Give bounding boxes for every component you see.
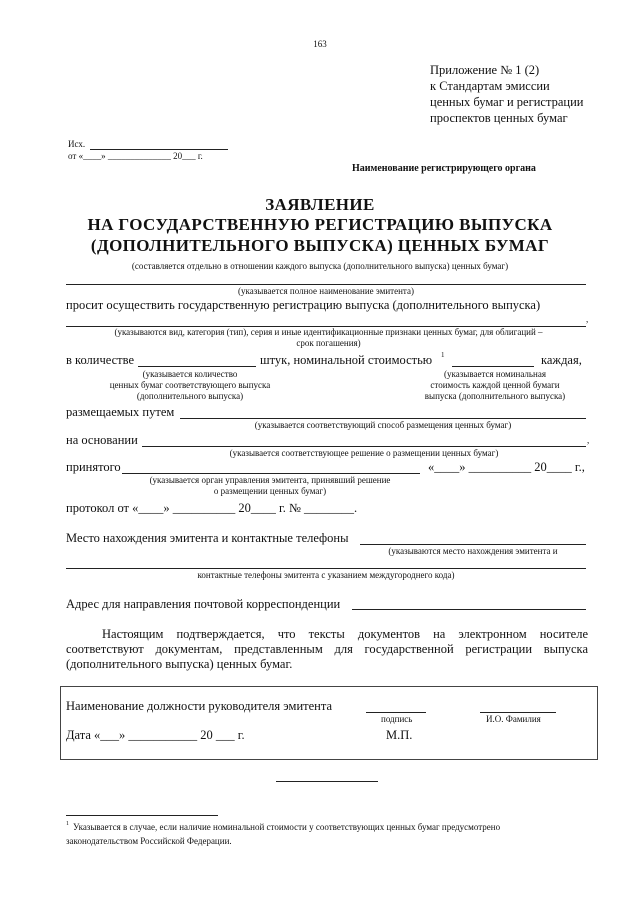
- qty-field[interactable]: [138, 366, 256, 367]
- organ-hint-1: (указывается орган управления эмитента, принявший решение: [149, 475, 391, 485]
- placement-field[interactable]: [180, 418, 586, 419]
- title-note: (составляется отдельно в отношении каждого выпуска (дополнительного выпуска) ценных бумаг): [131, 261, 509, 271]
- qty-hint-1: (указывается количество: [142, 369, 238, 379]
- request-text: просит осуществить государственную регистрацию выпуска (дополнительного выпуска): [66, 298, 541, 312]
- qty-end-text: каждая,: [541, 353, 582, 367]
- location-field[interactable]: [360, 544, 586, 545]
- nominal-hint-2: стоимость каждой ценной бумаги: [430, 380, 560, 390]
- appendix-line-1: Приложение № 1 (2): [430, 63, 540, 77]
- page-number: 163: [313, 39, 327, 49]
- location-hint-1: (указываются место нахождения эмитента и: [388, 546, 558, 556]
- appendix-line-3: ценных бумаг и регистрации: [430, 95, 584, 109]
- sign-date[interactable]: Дата «___» ___________ 20 ___ г.: [66, 728, 245, 742]
- ref-isx-line[interactable]: [90, 149, 228, 150]
- nominal-field[interactable]: [452, 366, 534, 367]
- basis-field[interactable]: [142, 446, 586, 447]
- accepted-date[interactable]: «____» __________ 20____ г.,: [428, 460, 585, 474]
- qty-hint-2: ценных бумаг соответствующего выпуска: [109, 380, 271, 390]
- address-label: Адрес для направления почтовой корреспонденции: [66, 597, 341, 611]
- nominal-hint-1: (указывается номинальная: [444, 369, 546, 379]
- appendix-line-2: к Стандартам эмиссии: [430, 79, 550, 93]
- placement-label: размещаемых путем: [66, 405, 175, 419]
- ref-isx-label: Исх.: [68, 139, 86, 149]
- ref-date[interactable]: от «____» ______________ 20___ г.: [68, 151, 203, 161]
- confirm-line-3: (дополнительного выпуска) ценных бумаг.: [66, 657, 293, 671]
- footnote-line-2: законодательством Российской Федерации.: [66, 836, 232, 846]
- issuer-hint: (указывается полное наименование эмитента): [238, 286, 414, 296]
- title-line-3: (ДОПОЛНИТЕЛЬНОГО ВЫПУСКА) ЦЕННЫХ БУМАГ: [90, 236, 550, 255]
- type-hint-2: срок погашения): [296, 338, 361, 348]
- accepted-label: принятого: [66, 460, 121, 474]
- confirm-line-2: соответствуют документам, представленным для государственной регистрации выпуска: [66, 642, 588, 656]
- qty-label: в количестве: [66, 353, 135, 367]
- type-hint-1: (указываются вид, категория (тип), серия и иные идентификационные признаки ценных бумаг, для облигаций –: [114, 327, 543, 337]
- location-hint-2: контактные телефоны эмитента с указанием междугороднего кода): [197, 570, 455, 580]
- accepted-organ-field[interactable]: [122, 473, 420, 474]
- footnote-line-1: Указывается в случае, если наличие номинальной стоимости у соответствующих ценных бумаг предусмотрено: [73, 822, 501, 832]
- qty-mid-text: штук, номинальной стоимостью: [260, 353, 433, 367]
- name-hint: И.О. Фамилия: [486, 714, 541, 724]
- footnote-mark: 1: [441, 351, 445, 359]
- title-line-2: НА ГОСУДАРСТВЕННУЮ РЕГИСТРАЦИЮ ВЫПУСКА: [87, 215, 553, 234]
- position-label: Наименование должности руководителя эмитента: [66, 699, 333, 713]
- basis-hint: (указывается соответствующее решение о размещении ценных бумаг): [229, 448, 499, 458]
- issuer-name-field[interactable]: [66, 284, 586, 285]
- title-line-1: ЗАЯВЛЕНИЕ: [265, 195, 375, 214]
- authority-label: Наименование регистрирующего органа: [352, 163, 536, 174]
- separator-line: [276, 781, 378, 782]
- appendix-line-4: проспектов ценных бумаг: [430, 111, 568, 125]
- address-field[interactable]: [352, 609, 586, 610]
- organ-hint-2: о размещении ценных бумаг): [213, 486, 327, 496]
- location-field-2[interactable]: [66, 568, 586, 569]
- basis-label: на основании: [66, 433, 138, 447]
- sign-hint: подпись: [381, 714, 413, 724]
- footnote-separator: [66, 815, 218, 816]
- nominal-hint-3: выпуска (дополнительного выпуска): [424, 391, 566, 401]
- location-label: Место нахождения эмитента и контактные телефоны: [66, 531, 349, 545]
- qty-hint-3: (дополнительного выпуска): [136, 391, 244, 401]
- signature-field[interactable]: [366, 712, 426, 713]
- confirm-line-1: Настоящим подтверждается, что тексты документов на электронном носителе: [102, 627, 588, 641]
- placement-hint: (указывается соответствующий способ размещения ценных бумаг): [254, 420, 512, 430]
- stamp-label: М.П.: [386, 728, 413, 742]
- footnote-number: 1: [66, 821, 69, 827]
- protocol-line[interactable]: протокол от «____» __________ 20____ г. № ________.: [66, 501, 358, 515]
- name-field[interactable]: [480, 712, 556, 713]
